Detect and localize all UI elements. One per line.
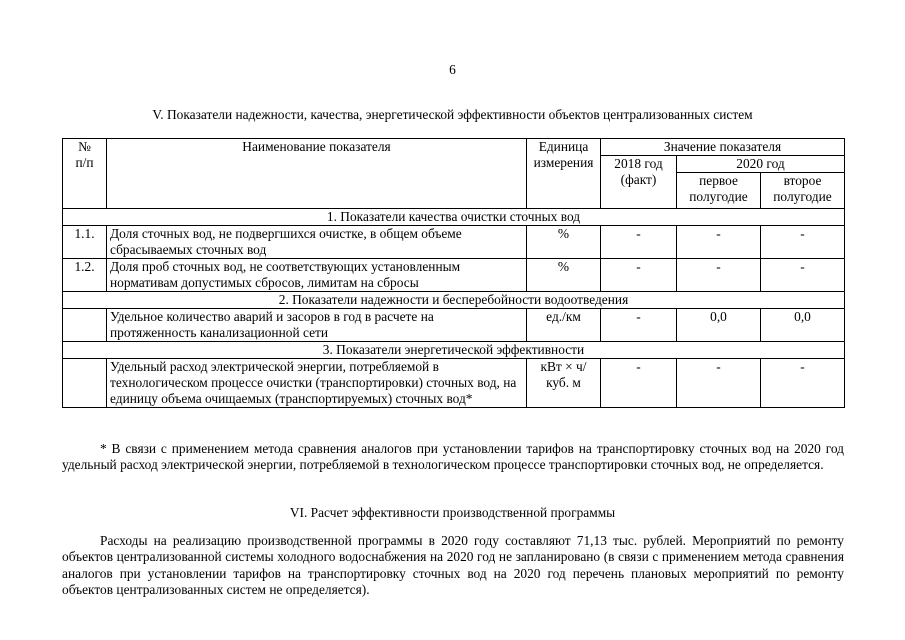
header-half2-line1: второе — [783, 173, 822, 188]
header-2018 — [601, 156, 677, 209]
footnote — [62, 441, 844, 474]
header-unit-line1: Единица — [538, 139, 589, 154]
row-value-half1: 0,0 — [677, 309, 761, 342]
indicators-table — [62, 138, 845, 408]
row-value-half2: - — [761, 359, 845, 408]
row-value-2018: - — [601, 226, 677, 259]
row-number — [63, 359, 107, 408]
footnote-text: * В связи с применением метода сравнения аналогов при установлении тарифов на транспортировку сточных вод на 2020 год удельный расход электрической энергии, потребляемой в технологическом процессе транспортировки сточных вод, не определяется. — [62, 441, 844, 473]
row-value-2018: - — [601, 309, 677, 342]
row-value-half1: - — [677, 259, 761, 292]
group-title-row — [63, 209, 845, 226]
row-unit: % — [527, 226, 601, 259]
header-2018-line2: (факт) — [620, 172, 657, 187]
table-row — [63, 259, 845, 292]
header-half1-line1: первое — [699, 173, 738, 188]
header-half2-line2: полугодие — [773, 189, 832, 204]
header-half1-line2: полугодие — [689, 189, 748, 204]
row-name: Удельный расход электрической энергии, потребляемой в технологическом процессе очистки (транспортировки) сточных вод, на единицу объема очищаемых (транспортируемых) сточных вод* — [107, 359, 527, 408]
group-title: 2. Показатели надежности и бесперебойности водоотведения — [63, 292, 845, 309]
row-number — [63, 309, 107, 342]
row-number: 1.1. — [63, 226, 107, 259]
row-value-half1: - — [677, 226, 761, 259]
row-value-half2: - — [761, 226, 845, 259]
table-header-row — [63, 139, 845, 156]
header-number — [63, 139, 107, 209]
header-number-line1: № — [78, 139, 91, 154]
section-5-title: V. Показатели надежности, качества, энергетической эффективности объектов централизованных систем — [152, 107, 753, 122]
table-row — [63, 309, 845, 342]
row-unit: кВт × ч/ куб. м — [527, 359, 601, 408]
group-title-row — [63, 292, 845, 309]
row-name: Доля проб сточных вод, не соответствующих установленным нормативам допустимых сбросов, лимитам на сбросы — [107, 259, 527, 292]
header-value: Значение показателя — [601, 139, 845, 156]
row-unit: ед./км — [527, 309, 601, 342]
row-unit: % — [527, 259, 601, 292]
header-half2 — [761, 173, 845, 209]
header-2020: 2020 год — [677, 156, 845, 173]
section-6-paragraph — [62, 533, 844, 598]
row-number: 1.2. — [63, 259, 107, 292]
header-unit — [527, 139, 601, 209]
row-value-half1: - — [677, 359, 761, 408]
group-title: 3. Показатели энергетической эффективности — [63, 342, 845, 359]
row-name: Удельное количество аварий и засоров в год в расчете на протяженность канализационной сети — [107, 309, 527, 342]
row-value-half2: 0,0 — [761, 309, 845, 342]
row-name: Доля сточных вод, не подвергшихся очистке, в общем объеме сбрасываемых сточных вод — [107, 226, 527, 259]
group-title-row — [63, 342, 845, 359]
header-2018-line1: 2018 год — [614, 156, 663, 171]
header-unit-line2: измерения — [533, 155, 594, 170]
header-number-line2: п/п — [75, 155, 94, 170]
row-value-2018: - — [601, 259, 677, 292]
header-half1 — [677, 173, 761, 209]
row-value-half2: - — [761, 259, 845, 292]
page-number: 6 — [449, 62, 456, 77]
group-title: 1. Показатели качества очистки сточных вод — [63, 209, 845, 226]
table-row — [63, 359, 845, 408]
table-row — [63, 226, 845, 259]
section-6-title: VI. Расчет эффективности производственной программы — [289, 505, 616, 520]
section-6-paragraph-text: Расходы на реализацию производственной программы в 2020 году составляют 71,13 тыс. рублей. Мероприятий по ремонту объектов централизованной системы холодного водоснабжения на 2020 год не запланировано (в связи с применением метода сравнения аналогов при установлении тарифов на транспортировку сточных вод на 2020 год перечень плановых мероприятий по ремонту объектов централизованных систем не определяется). — [62, 533, 844, 598]
header-name: Наименование показателя — [107, 139, 527, 209]
row-value-2018: - — [601, 359, 677, 408]
